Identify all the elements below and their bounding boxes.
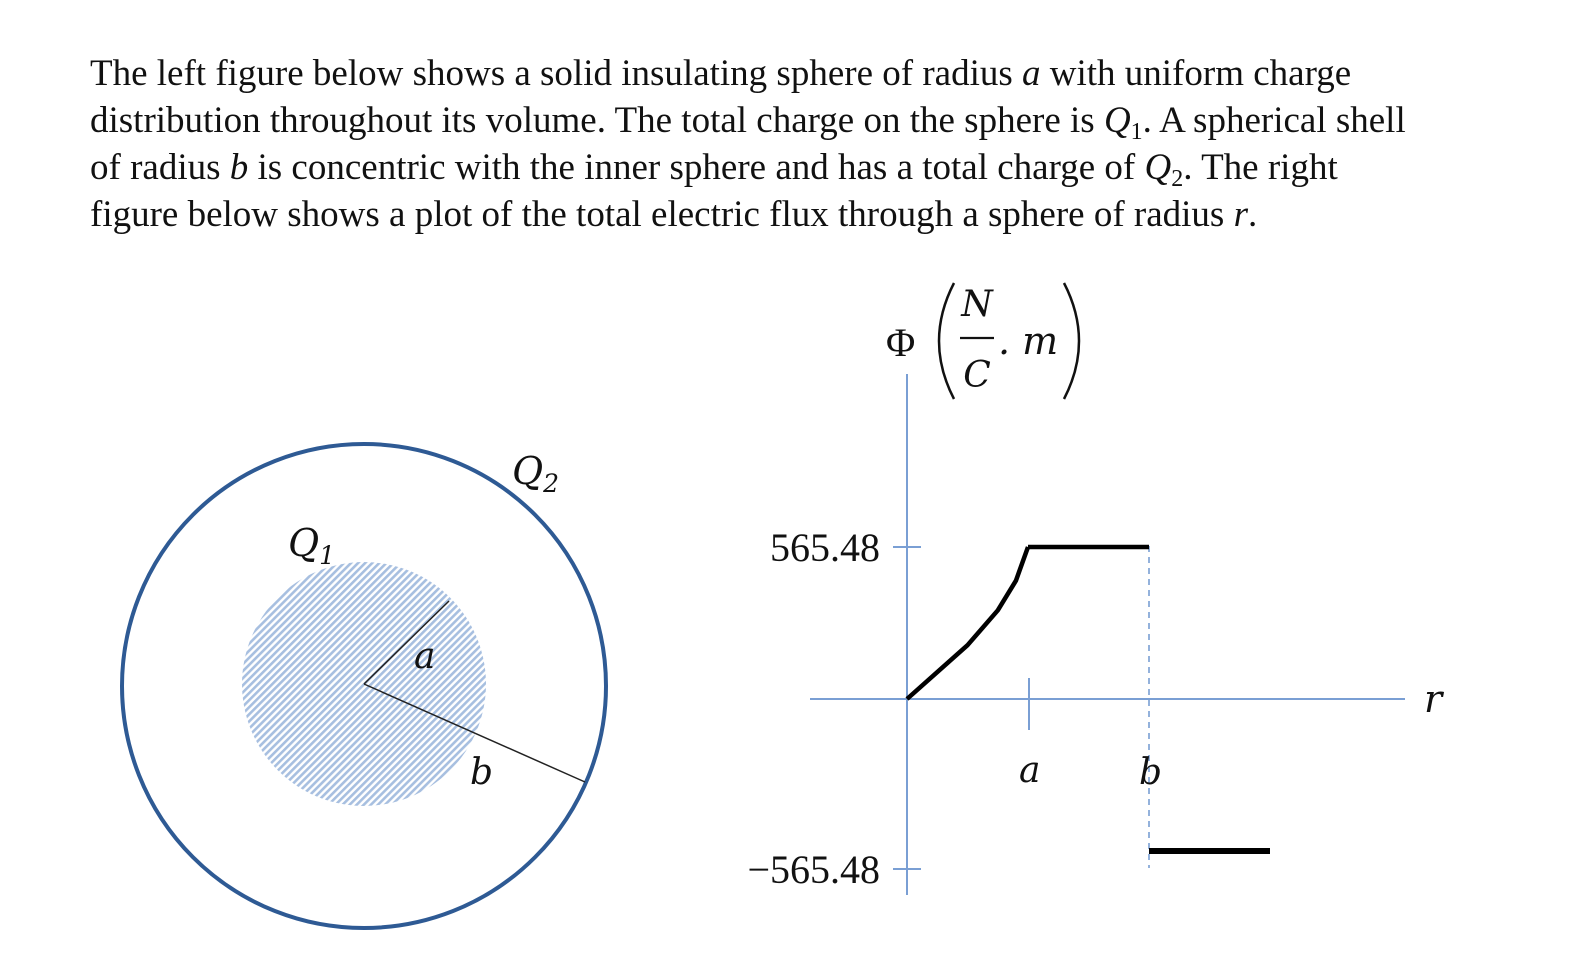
flux-series-1 bbox=[907, 547, 1028, 699]
y-axis-symbol: Φ bbox=[886, 320, 916, 365]
y-tick-label-positive: 565.48 bbox=[770, 525, 880, 570]
flux-plot bbox=[747, 283, 1445, 895]
problem-line-3: of radius b is concentric with the inner sphere and has a total charge of $Q_2$. The right bbox=[90, 147, 1338, 192]
problem-line-1: The left figure below shows a solid insulating sphere of radius a with uniform charge bbox=[90, 53, 1352, 94]
x-tick-label-b: b bbox=[1139, 752, 1163, 793]
y-tick-label-negative: −565.48 bbox=[747, 847, 880, 892]
right-paren bbox=[1064, 283, 1079, 399]
x-axis-label: r bbox=[1424, 677, 1443, 721]
y-axis-unit-tail: . m bbox=[998, 319, 1059, 363]
x-tick-label-a: a bbox=[1019, 750, 1041, 791]
y-axis-unit-denominator: C bbox=[963, 355, 991, 396]
radius-b-label: b bbox=[470, 752, 494, 793]
y-axis-unit-numerator: N bbox=[961, 284, 993, 325]
q1-label: $Q_1$ bbox=[288, 521, 336, 570]
radius-a-label: a bbox=[414, 636, 436, 677]
sphere-diagram bbox=[122, 444, 606, 928]
problem-line-4: figure below shows a plot of the total electric flux through a sphere of radius r. bbox=[90, 194, 1258, 235]
q2-label: $Q_2$ bbox=[512, 449, 560, 498]
problem-line-2: distribution throughout its volume. The total charge on the sphere is $Q_1$. A spherical shell bbox=[90, 100, 1406, 145]
y-axis-label bbox=[886, 283, 1079, 399]
left-paren bbox=[939, 283, 954, 399]
